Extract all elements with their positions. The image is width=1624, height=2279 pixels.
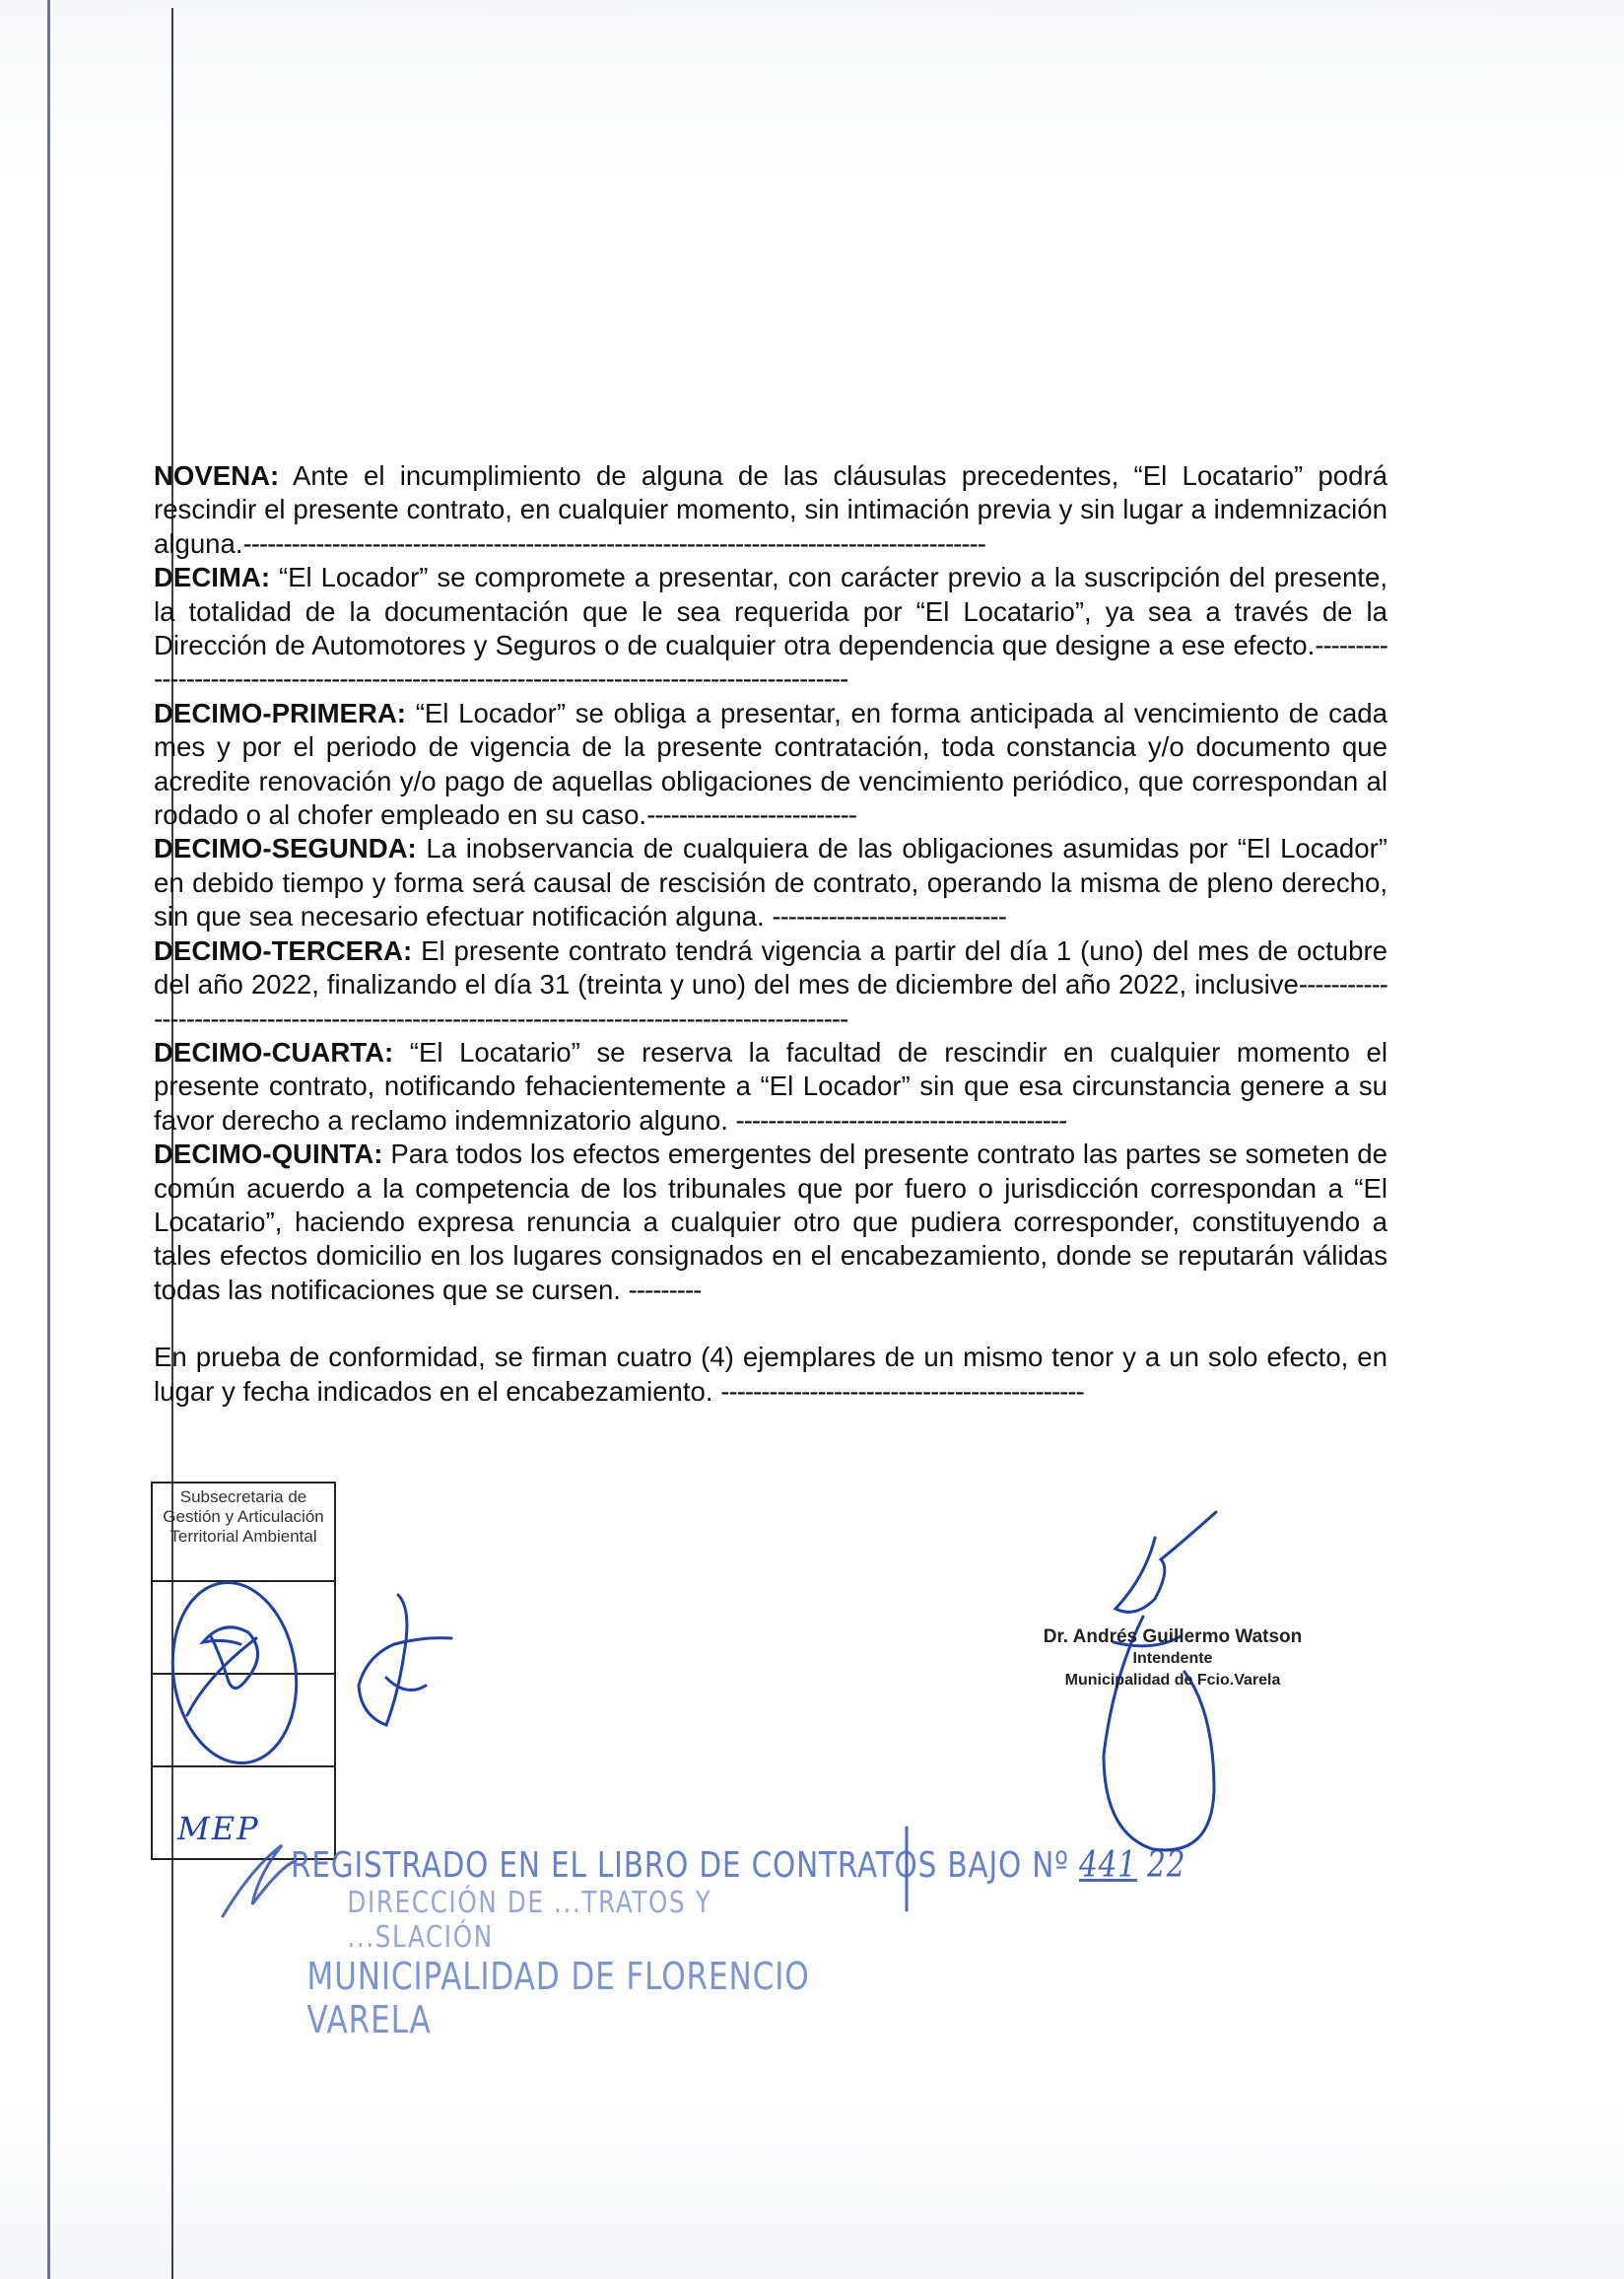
registry-line-1 bbox=[291, 1845, 1186, 1886]
clause-text: La inobservancia de cualquiera de las obligaciones asumidas por “El Locador” en debido tiempo y forma será causal de rescisión de contrato, operando la misma de pleno derecho, sin que sea necesario efectuar notificación alguna. bbox=[154, 833, 1387, 932]
clause-heading: DECIMO-TERCERA: bbox=[154, 934, 413, 966]
clause-text: Ante el incumplimiento de alguna de las cláusulas precedentes, “El Locatario” podrá rescindir el presente contrato, en cualquier momento, sin intimación previa y sin lugar a indemnización alguna. bbox=[154, 460, 1387, 559]
clause-heading: DECIMO-PRIMERA: bbox=[154, 697, 406, 728]
clause-dash-fill: --------- bbox=[628, 1274, 702, 1305]
handwritten-signature bbox=[359, 1595, 451, 1725]
clause-heading: NOVENA: bbox=[154, 460, 280, 491]
clause-heading: DECIMA: bbox=[154, 562, 271, 593]
registry-year: 22 bbox=[1147, 1845, 1186, 1886]
clause-dash-fill: ----------------------------------------- bbox=[735, 1104, 1067, 1136]
clause-heading: DECIMO-QUINTA: bbox=[154, 1139, 383, 1170]
clause-text: “El Locador” se compromete a presentar, con carácter previo a la suscripción del presente, la totalidad de la documentación que le sea requerida por “El Locatario”, ya sea a través de la Dirección de Automotores y Seguros o de cualquier otra dependencia que designe a ese efecto. bbox=[154, 562, 1387, 661]
clause-dash-fill: ------------------------------------------------------------------------------------------------- bbox=[154, 969, 1387, 1034]
clause-heading: DECIMO-CUARTA: bbox=[154, 1036, 394, 1068]
registry-text: REGISTRADO EN EL LIBRO DE CONTRATOS BAJO Nº bbox=[291, 1845, 1080, 1886]
registry-line-2: DIRECCIÓN DE ...TRATOS Y ...SLACIÓN bbox=[347, 1886, 712, 1955]
clause-dash-fill: -------------------------- bbox=[646, 799, 857, 831]
clause-dash-fill: -------------------------------------------------------------------------------------------- bbox=[242, 527, 985, 559]
mayor-signature bbox=[1116, 1512, 1216, 1612]
clause-dash-fill: ----------------------------- bbox=[772, 901, 1006, 932]
mayor-office: Municipalidad de Fcio.Varela bbox=[1064, 1672, 1281, 1689]
handwritten-initials: MEP bbox=[177, 1810, 260, 1847]
registry-number: 441 bbox=[1079, 1845, 1137, 1886]
closing-text: En prueba de conformidad, se firman cuatro (4) ejemplares de un mismo tenor y a un solo efecto, en lugar y fecha indicados en el encabezamiento. bbox=[154, 1342, 1387, 1407]
clause-text: Para todos los efectos emergentes del presente contrato las partes se someten de común acuerdo a la competencia de los tribunales que por fuero o jurisdicción correspondan a “El Locatario”, haciendo expresa renuncia a cualquier otro que pudiera corresponder, constituyendo a tales efectos domicilio en los lugares consignados en el encabezamiento, donde se reputarán válidas todas las notificaciones que se cursen. bbox=[154, 1139, 1387, 1305]
clause-dash-fill: ----------------------------------------------------------------------------------------------- bbox=[154, 630, 1387, 695]
registry-line-3: MUNICIPALIDAD DE FLORENCIO VARELA bbox=[306, 1955, 810, 2041]
oval-signature bbox=[162, 1574, 307, 1770]
closing-dash-fill: --------------------------------------------- bbox=[720, 1375, 1084, 1407]
registry-initials bbox=[223, 1845, 296, 1916]
handwritten-signature-stroke bbox=[187, 1638, 256, 1715]
mayor-stamp bbox=[1005, 1626, 1340, 1692]
mayor-role: Intendente bbox=[1132, 1650, 1213, 1667]
clause-heading: DECIMO-SEGUNDA: bbox=[154, 833, 417, 864]
clause-text: “El Locatario” se reserva la facultad de rescindir en cualquier momento el presente contrato, notificando fehacientemente a “El Locador” sin que esa circunstancia genere a su favor derecho a reclamo indemnizatorio alguno. bbox=[154, 1036, 1387, 1136]
stamp-box-header: Subsecretaria de Gestión y Articulación Territorial Ambiental bbox=[153, 1484, 334, 1582]
clause-text: El presente contrato tendrá vigencia a partir del día 1 (uno) del mes de octubre del año 2022, finalizando el día 31 (treinta y uno) del mes de diciembre del año 2022, inclusive bbox=[154, 934, 1387, 1001]
clause-text: “El Locador” se obliga a presentar, en forma anticipada al vencimiento de cada mes y por el periodo de vigencia de la presente contratación, toda constancia y/o documento que acredite renovación y/o pago de aquellas obligaciones de vencimiento periódico, que correspondan al rodado o al chofer empleado en su caso. bbox=[154, 697, 1387, 831]
mayor-name: Dr. Andrés Guillermo Watson bbox=[1043, 1626, 1303, 1647]
registry-stamp bbox=[291, 1845, 1186, 2041]
